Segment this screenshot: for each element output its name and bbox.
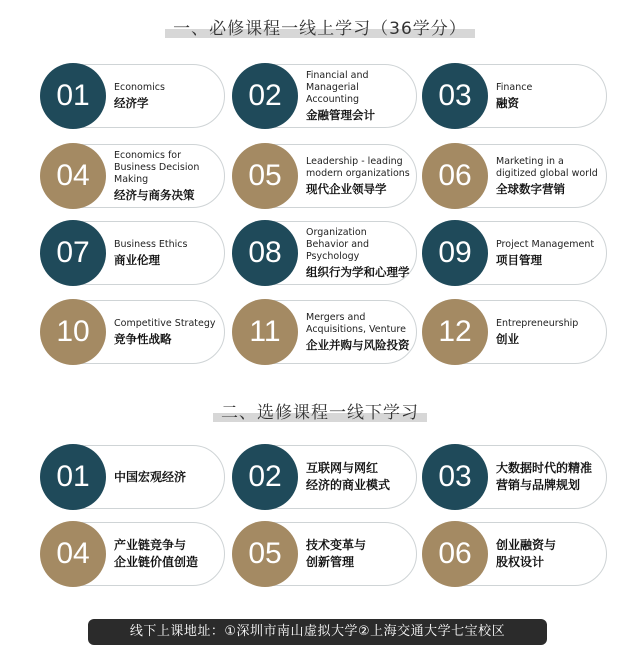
course-name-line1: 大数据时代的精准 bbox=[496, 461, 593, 475]
course-chinese-name: 经济学 bbox=[114, 95, 149, 110]
elective-card bbox=[233, 445, 417, 509]
course-chinese-name: 全球数字营销 bbox=[496, 181, 565, 196]
course-text bbox=[496, 301, 600, 363]
course-number-badge: 05 bbox=[232, 143, 298, 209]
course-name-line2: 经济的商业模式 bbox=[306, 478, 391, 492]
course-card bbox=[41, 300, 225, 364]
course-english-name: Economics bbox=[114, 81, 165, 93]
course-english-name: Leadership - leading modern organizations bbox=[306, 155, 410, 179]
section2-title: 二、选修课程一线下学习 bbox=[215, 398, 425, 423]
course-text bbox=[496, 65, 600, 127]
course-english-name: Mergers and Acquisitions, Venture bbox=[306, 311, 406, 335]
elective-card bbox=[233, 522, 417, 586]
course-number-badge: 04 bbox=[40, 521, 106, 587]
course-name-line1: 创业融资与 bbox=[496, 538, 557, 552]
elective-card bbox=[423, 445, 607, 509]
course-text bbox=[496, 145, 600, 207]
course-name-line1: 中国宏观经济 bbox=[114, 469, 187, 484]
course-number-badge: 01 bbox=[40, 63, 106, 129]
course-number-badge: 03 bbox=[422, 444, 488, 510]
course-chinese-name: 现代企业领导学 bbox=[306, 181, 387, 196]
course-card bbox=[41, 64, 225, 128]
course-number-badge: 02 bbox=[232, 444, 298, 510]
course-name-line2: 企业链价值创造 bbox=[114, 555, 199, 569]
course-english-name: Economics for Business Decision Making bbox=[114, 149, 200, 185]
course-number-badge: 03 bbox=[422, 63, 488, 129]
course-card bbox=[233, 144, 417, 208]
course-chinese-name: 融资 bbox=[496, 95, 519, 110]
course-english-name: Marketing in a digitized global world bbox=[496, 155, 598, 179]
course-text bbox=[114, 145, 218, 207]
course-card bbox=[233, 221, 417, 285]
course-english-name: Competitive Strategy bbox=[114, 317, 216, 329]
course-number-badge: 05 bbox=[232, 521, 298, 587]
course-text bbox=[306, 65, 410, 127]
course-english-name: Entrepreneurship bbox=[496, 317, 579, 329]
course-number-badge: 09 bbox=[422, 220, 488, 286]
course-name-line2: 营销与品牌规划 bbox=[496, 478, 581, 492]
course-card bbox=[423, 64, 607, 128]
section1-title-wrap bbox=[0, 14, 640, 39]
course-chinese-name: 组织行为学和心理学 bbox=[306, 264, 410, 279]
elective-card bbox=[41, 445, 225, 509]
section1-title: 一、必修课程一线上学习（36学分） bbox=[167, 14, 473, 39]
course-text bbox=[306, 446, 410, 508]
course-card bbox=[423, 300, 607, 364]
course-card bbox=[233, 64, 417, 128]
course-number-badge: 12 bbox=[422, 299, 488, 365]
course-text bbox=[496, 523, 600, 585]
course-number-badge: 02 bbox=[232, 63, 298, 129]
course-text bbox=[114, 446, 218, 508]
course-english-name: Organization Behavior and Psychology bbox=[306, 226, 370, 262]
course-text bbox=[306, 523, 410, 585]
course-chinese-name: 企业并购与风险投资 bbox=[306, 337, 410, 352]
course-text bbox=[496, 446, 600, 508]
course-name-line1: 互联网与网红 bbox=[306, 461, 379, 475]
course-name-line1: 产业链竞争与 bbox=[114, 538, 187, 552]
course-number-badge: 06 bbox=[422, 143, 488, 209]
course-text bbox=[496, 222, 600, 284]
course-english-name: Project Management bbox=[496, 238, 595, 250]
course-name-line2: 创新管理 bbox=[306, 555, 355, 569]
course-english-name: Finance bbox=[496, 81, 533, 93]
address-banner: 线下上课地址：①深圳市南山虚拟大学②上海交通大学七宝校区 bbox=[88, 619, 547, 645]
elective-card bbox=[423, 522, 607, 586]
course-number-badge: 01 bbox=[40, 444, 106, 510]
course-number-badge: 08 bbox=[232, 220, 298, 286]
course-chinese-name: 商业伦理 bbox=[114, 252, 160, 267]
course-chinese-name: 金融管理会计 bbox=[306, 107, 375, 122]
course-text bbox=[114, 523, 218, 585]
course-english-name: Business Ethics bbox=[114, 238, 188, 250]
course-text bbox=[306, 145, 410, 207]
course-text bbox=[306, 222, 410, 284]
course-chinese-name: 创业 bbox=[496, 331, 519, 346]
course-number-badge: 06 bbox=[422, 521, 488, 587]
course-card bbox=[41, 144, 225, 208]
course-text bbox=[114, 222, 218, 284]
course-number-badge: 04 bbox=[40, 143, 106, 209]
elective-card bbox=[41, 522, 225, 586]
course-number-badge: 10 bbox=[40, 299, 106, 365]
course-card bbox=[423, 221, 607, 285]
course-name-line1: 技术变革与 bbox=[306, 538, 367, 552]
course-text bbox=[114, 301, 218, 363]
course-chinese-name: 经济与商务决策 bbox=[114, 187, 195, 202]
course-text bbox=[306, 301, 410, 363]
course-card bbox=[423, 144, 607, 208]
course-chinese-name: 项目管理 bbox=[496, 252, 542, 267]
section2-title-wrap bbox=[0, 398, 640, 423]
course-text bbox=[114, 65, 218, 127]
course-number-badge: 11 bbox=[232, 299, 298, 365]
course-name-line2: 股权设计 bbox=[496, 555, 545, 569]
course-chinese-name: 竞争性战略 bbox=[114, 331, 172, 346]
course-card bbox=[41, 221, 225, 285]
course-english-name: Financial and Managerial Accounting bbox=[306, 69, 369, 105]
course-card bbox=[233, 300, 417, 364]
course-number-badge: 07 bbox=[40, 220, 106, 286]
